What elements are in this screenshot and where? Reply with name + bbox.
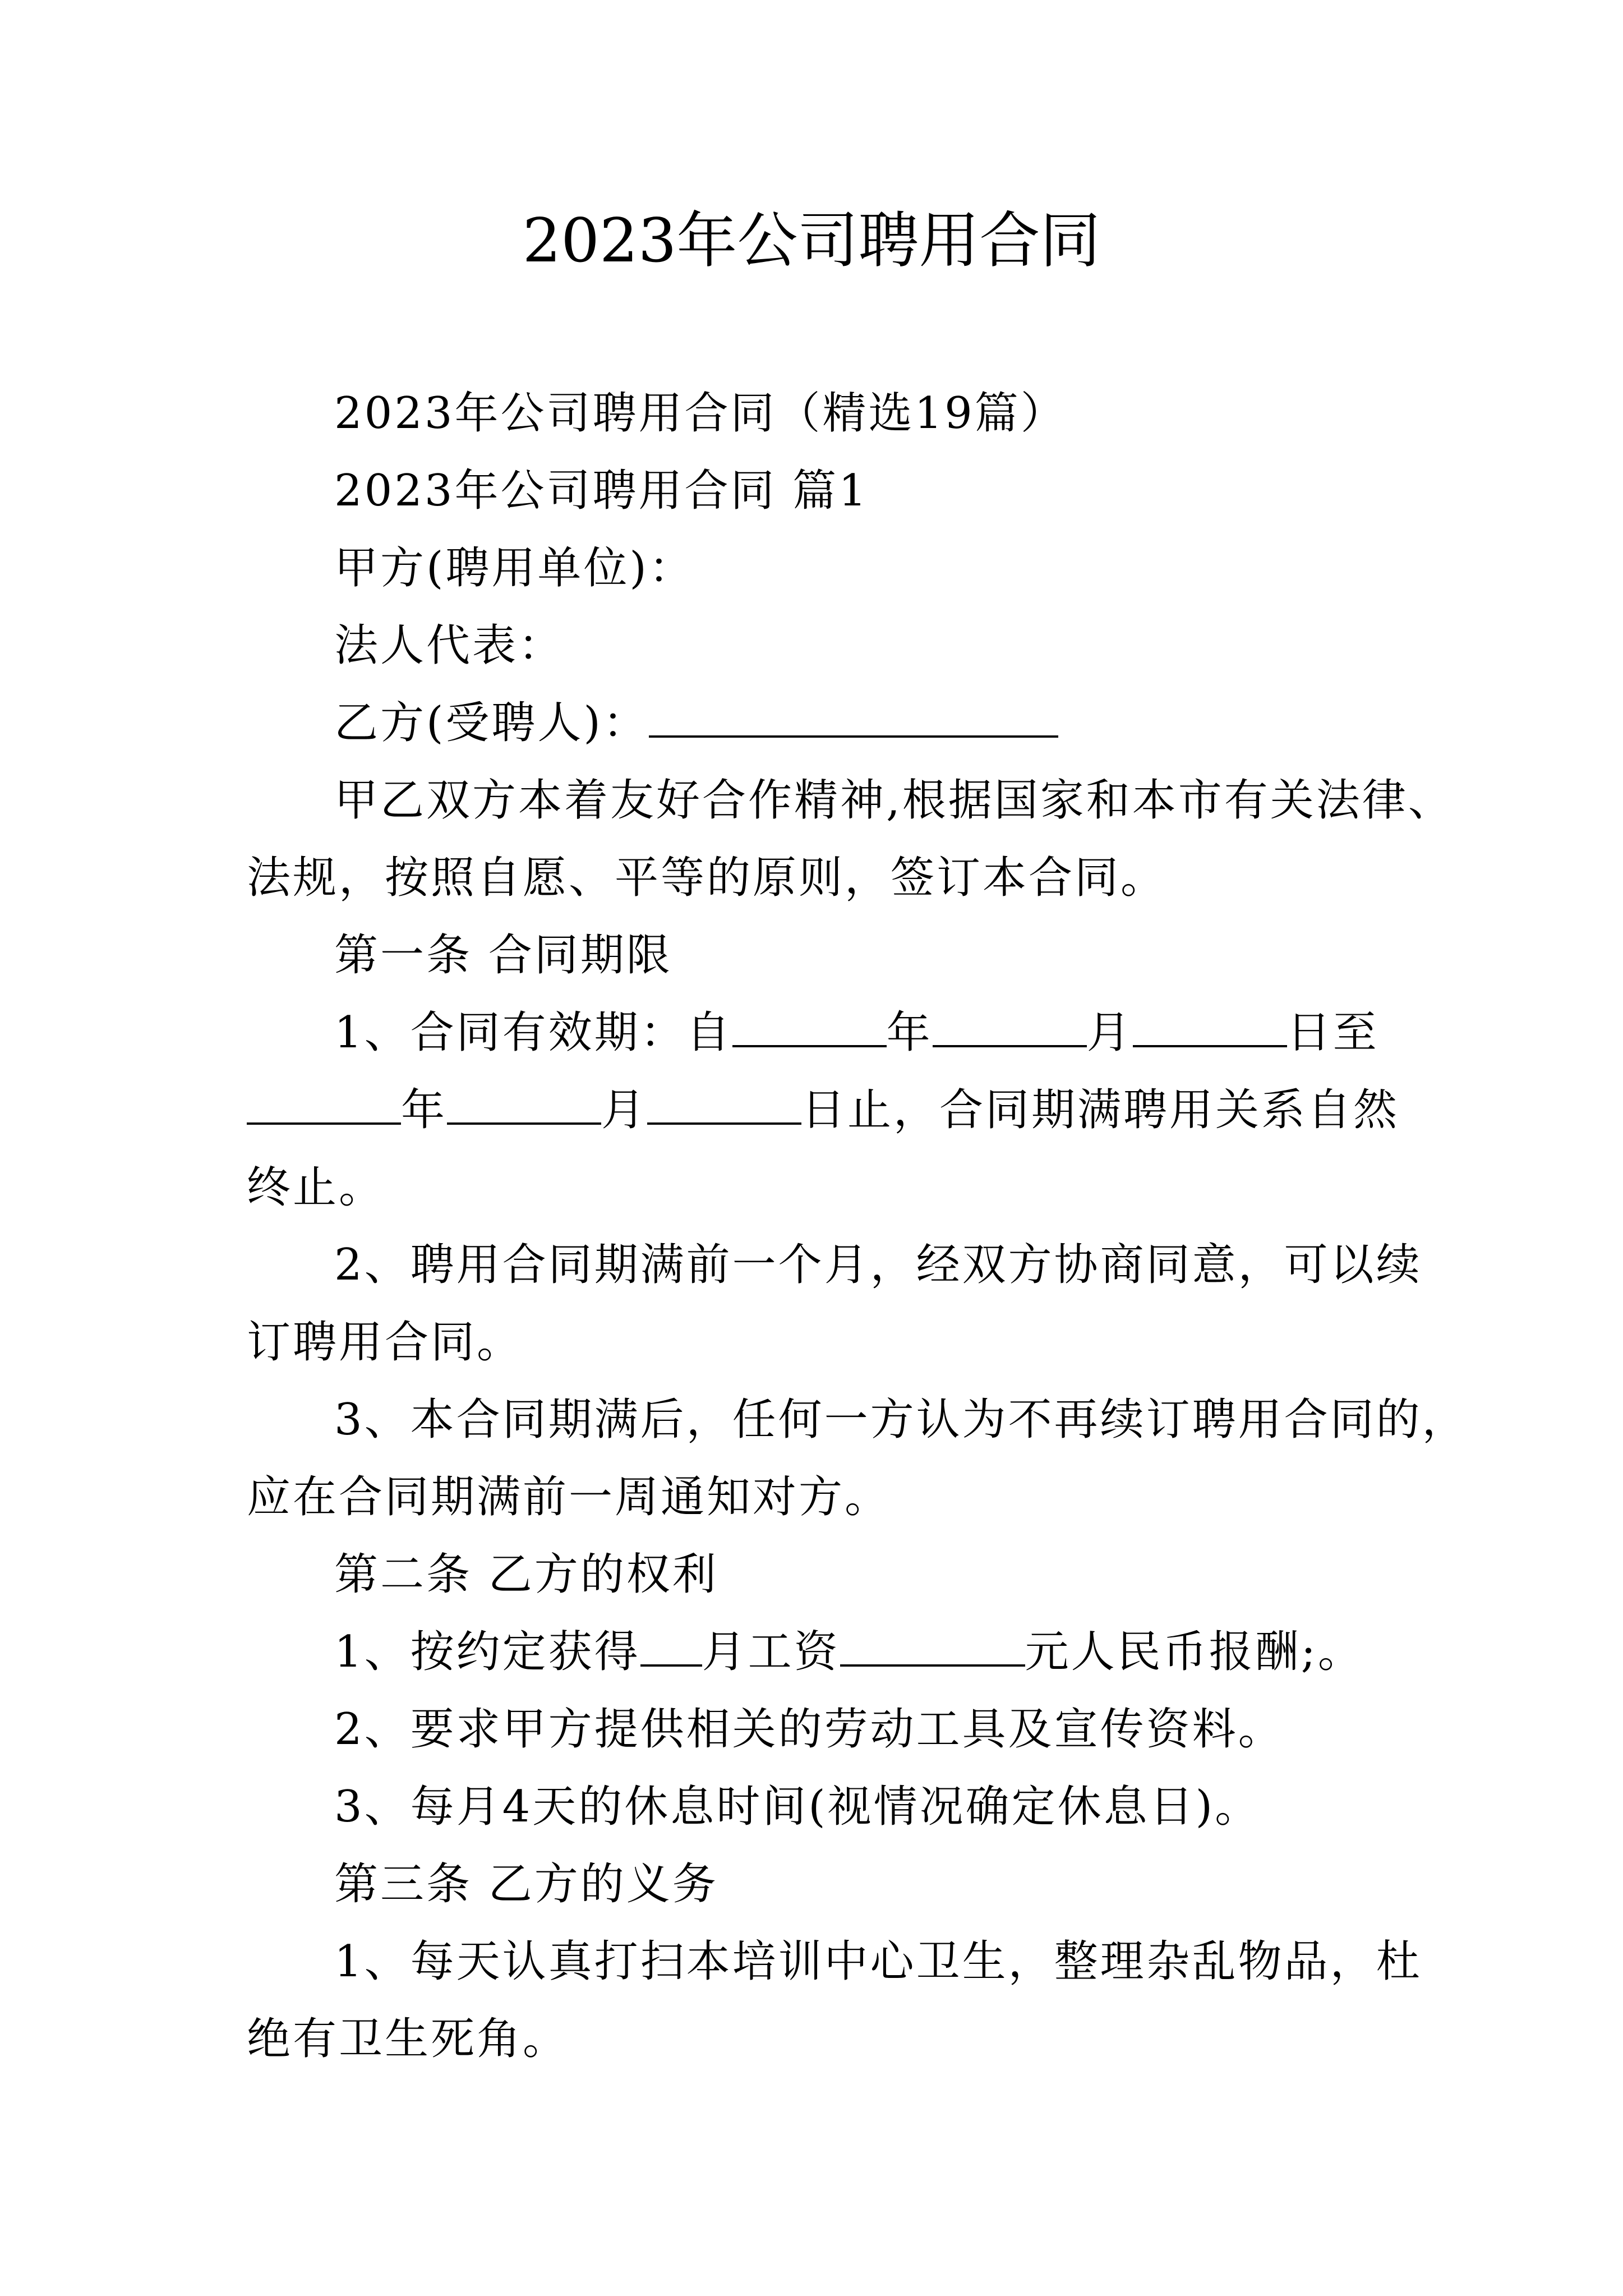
party-a-label: 甲方(聘用单位)： (334, 543, 695, 593)
intro-line-1: 甲乙双方本着友好合作精神,根据国家和本市有关法律、 (334, 775, 1454, 826)
month-label: 月 (1086, 1007, 1133, 1058)
article-3-heading: 第三条 乙方的义务 (334, 1859, 718, 1910)
end-day-blank (647, 1083, 801, 1125)
end-month-label: 月 (601, 1085, 648, 1135)
end-year-blank (247, 1083, 401, 1125)
a2-item1-end: 元人民币报酬;。 (1025, 1627, 1364, 1677)
a2-item1-start: 1、按约定获得 (334, 1627, 640, 1677)
a1-item2-line1: 2、聘用合同期满前一个月，经双方协商同意，可以续 (334, 1240, 1422, 1290)
part-heading: 2023年公司聘用合同 篇1 (334, 466, 869, 516)
subtitle: 2023年公司聘用合同（精选19篇） (334, 388, 1067, 439)
year-label: 年 (886, 1007, 933, 1058)
a3-item1-line2: 绝有卫生死角。 (247, 2014, 569, 2064)
a2-item1 (334, 1621, 1364, 1683)
months-blank (640, 1625, 702, 1667)
end-month-blank (447, 1083, 601, 1125)
start-month-blank (933, 1006, 1087, 1047)
article-1-heading: 第一条 合同期限 (334, 930, 672, 981)
party-b-blank (649, 696, 1058, 738)
a1-item3-line2: 应在合同期满前一周通知对方。 (247, 1472, 891, 1522)
intro-line-2: 法规，按照自愿、平等的原则，签订本合同。 (247, 853, 1167, 903)
day-to-label: 日至 (1287, 1007, 1379, 1058)
a1-item2-line2: 订聘用合同。 (247, 1317, 523, 1368)
document-title: 2023年公司聘用合同 (522, 206, 1101, 276)
a2-item2: 2、要求甲方提供相关的劳动工具及宣传资料。 (334, 1704, 1284, 1755)
a3-item1-line1: 1、每天认真打扫本培训中心卫生，整理杂乱物品，杜 (334, 1936, 1422, 1987)
a1-item1-line3: 终止。 (247, 1162, 385, 1213)
a1-item1-start: 1、合同有效期：自 (334, 1007, 732, 1058)
start-year-blank (732, 1006, 887, 1047)
end-year-label: 年 (401, 1085, 448, 1135)
article-2-heading: 第二条 乙方的权利 (334, 1549, 718, 1600)
a1-item1-line2 (247, 1079, 1399, 1141)
a1-item3-line1: 3、本合同期满后，任何一方认为不再续订聘用合同的， (334, 1395, 1468, 1445)
a2-item1-mid: 月工资 (702, 1627, 840, 1677)
party-b-label: 乙方(受聘人)： (334, 698, 649, 748)
day-end-label: 日止，合同期满聘用关系自然 (801, 1085, 1400, 1135)
a2-item3: 3、每月4天的休息时间(视情况确定休息日)。 (334, 1782, 1261, 1832)
a1-item1-line1 (334, 1002, 1379, 1064)
party-b-row (334, 692, 1058, 754)
legal-rep-label: 法人代表： (334, 620, 565, 671)
start-day-blank (1133, 1006, 1287, 1047)
salary-blank (840, 1625, 1025, 1667)
